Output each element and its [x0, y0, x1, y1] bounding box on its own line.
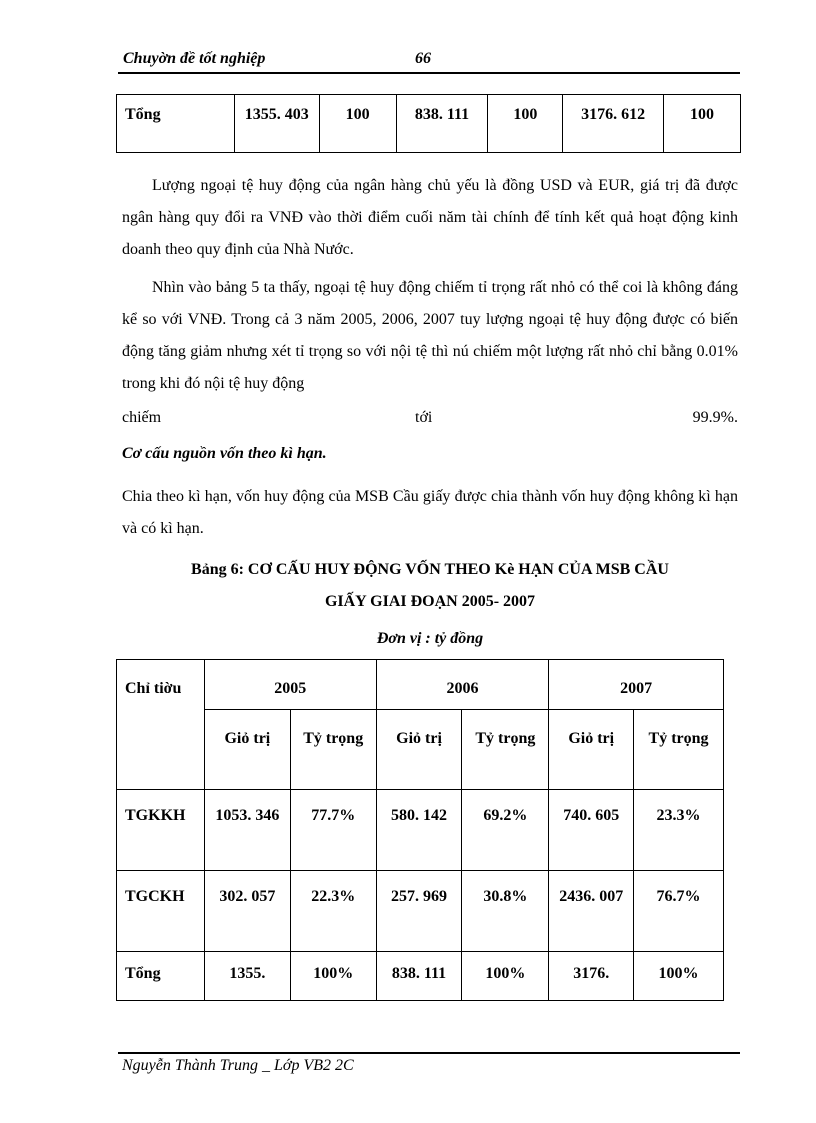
table-cell: 100%	[634, 952, 724, 1001]
subheader-value: Giỏ trị	[376, 710, 462, 790]
subheader-value: Giỏ trị	[549, 710, 634, 790]
table-row	[117, 790, 724, 871]
paragraph-text: Nhìn vào bảng 5 ta thấy, ngoại tệ huy động chiếm tỉ trọng rất nhỏ có thể coi là không đáng kể so với VNĐ. Trong cả 3 năm 2005, 2006, 2007 tuy lượng ngoại tệ huy động được có biến động tăng giảm nhưng xét tỉ trọng so với nội tệ thì nú chiếm một lượng rất nhỏ chỉ bằng 0.01% trong khi đó nội tệ huy động	[122, 279, 738, 392]
table-row	[117, 95, 741, 153]
row-label: TGKKH	[117, 790, 205, 871]
table-total-row	[117, 952, 724, 1001]
page-number: 66	[415, 50, 431, 67]
section-title: Cơ cấu nguồn vốn theo kì hạn.	[122, 445, 327, 462]
top-table-continuation	[116, 94, 741, 153]
table-cell: 740. 605	[549, 790, 634, 871]
subheader-share: Tỷ trọng	[462, 710, 549, 790]
row-label: TGCKH	[117, 871, 205, 952]
footer-divider	[118, 1052, 740, 1054]
word: chiếm	[122, 409, 162, 426]
header-indicator: Chỉ tiờu	[117, 660, 205, 790]
word: tới	[415, 409, 433, 426]
table-unit: Đơn vị : tỷ đồng	[376, 630, 484, 647]
table-cell: 30.8%	[462, 871, 549, 952]
table-cell: 580. 142	[376, 790, 462, 871]
funding-structure-table	[116, 659, 724, 1001]
table-cell: 3176. 612	[563, 95, 664, 153]
table-cell: 76.7%	[634, 871, 724, 952]
table-subheader-row	[117, 710, 724, 790]
paragraph-1	[122, 170, 738, 266]
table-cell: 257. 969	[376, 871, 462, 952]
table-cell: 100	[319, 95, 396, 153]
subheader-share: Tỷ trọng	[290, 710, 376, 790]
table-cell: 23.3%	[634, 790, 724, 871]
table-cell: 1053. 346	[204, 790, 290, 871]
table-cell: 302. 057	[204, 871, 290, 952]
table-cell: 100	[664, 95, 741, 153]
table-caption-line-2: GIẤY GIAI ĐOẠN 2005- 2007	[324, 593, 536, 610]
table-cell: 1355.	[204, 952, 290, 1001]
paragraph-2	[122, 272, 738, 400]
paragraph-text: Chia theo kì hạn, vốn huy động của MSB Cầu giấy được chia thành vốn huy động không kì hạn và có kì hạn.	[122, 488, 738, 537]
page-header	[118, 48, 740, 74]
header-title: Chuyờn đề tốt nghiệp	[123, 50, 266, 67]
table-cell: 100%	[290, 952, 376, 1001]
row-label: Tổng	[117, 952, 205, 1001]
table-caption-line-1: Bảng 6: CƠ CẤU HUY ĐỘNG VỐN THEO Kè HẠN CỦA MSB CẦU	[191, 561, 669, 578]
table-cell: 2436. 007	[549, 871, 634, 952]
paragraph-text: Lượng ngoại tệ huy động của ngân hàng chủ yếu là đồng USD và EUR, giá trị đã được ngân hàng quy đổi ra VNĐ vào thời điểm cuối năm tài chính để tính kết quả hoạt động kinh doanh theo quy định của Nhà Nước.	[122, 177, 738, 258]
subheader-value: Giỏ trị	[204, 710, 290, 790]
table-cell: 100	[488, 95, 563, 153]
table-cell: 100%	[462, 952, 549, 1001]
row-label: Tổng	[117, 95, 235, 153]
word: 99.9%.	[692, 409, 738, 426]
table-cell: 1355. 403	[234, 95, 319, 153]
paragraph-3	[122, 481, 738, 545]
subheader-share: Tỷ trọng	[634, 710, 724, 790]
header-year: 2005	[204, 660, 376, 710]
table-cell: 838. 111	[376, 952, 462, 1001]
table-cell: 22.3%	[290, 871, 376, 952]
table-cell: 69.2%	[462, 790, 549, 871]
table-cell: 838. 111	[396, 95, 488, 153]
header-year: 2007	[549, 660, 724, 710]
table-cell: 77.7%	[290, 790, 376, 871]
table-cell: 3176.	[549, 952, 634, 1001]
header-year: 2006	[376, 660, 549, 710]
page-footer: Nguyễn Thành Trung _ Lớp VB2 2C	[122, 1057, 354, 1074]
table-header-row	[117, 660, 724, 710]
table-row	[117, 871, 724, 952]
